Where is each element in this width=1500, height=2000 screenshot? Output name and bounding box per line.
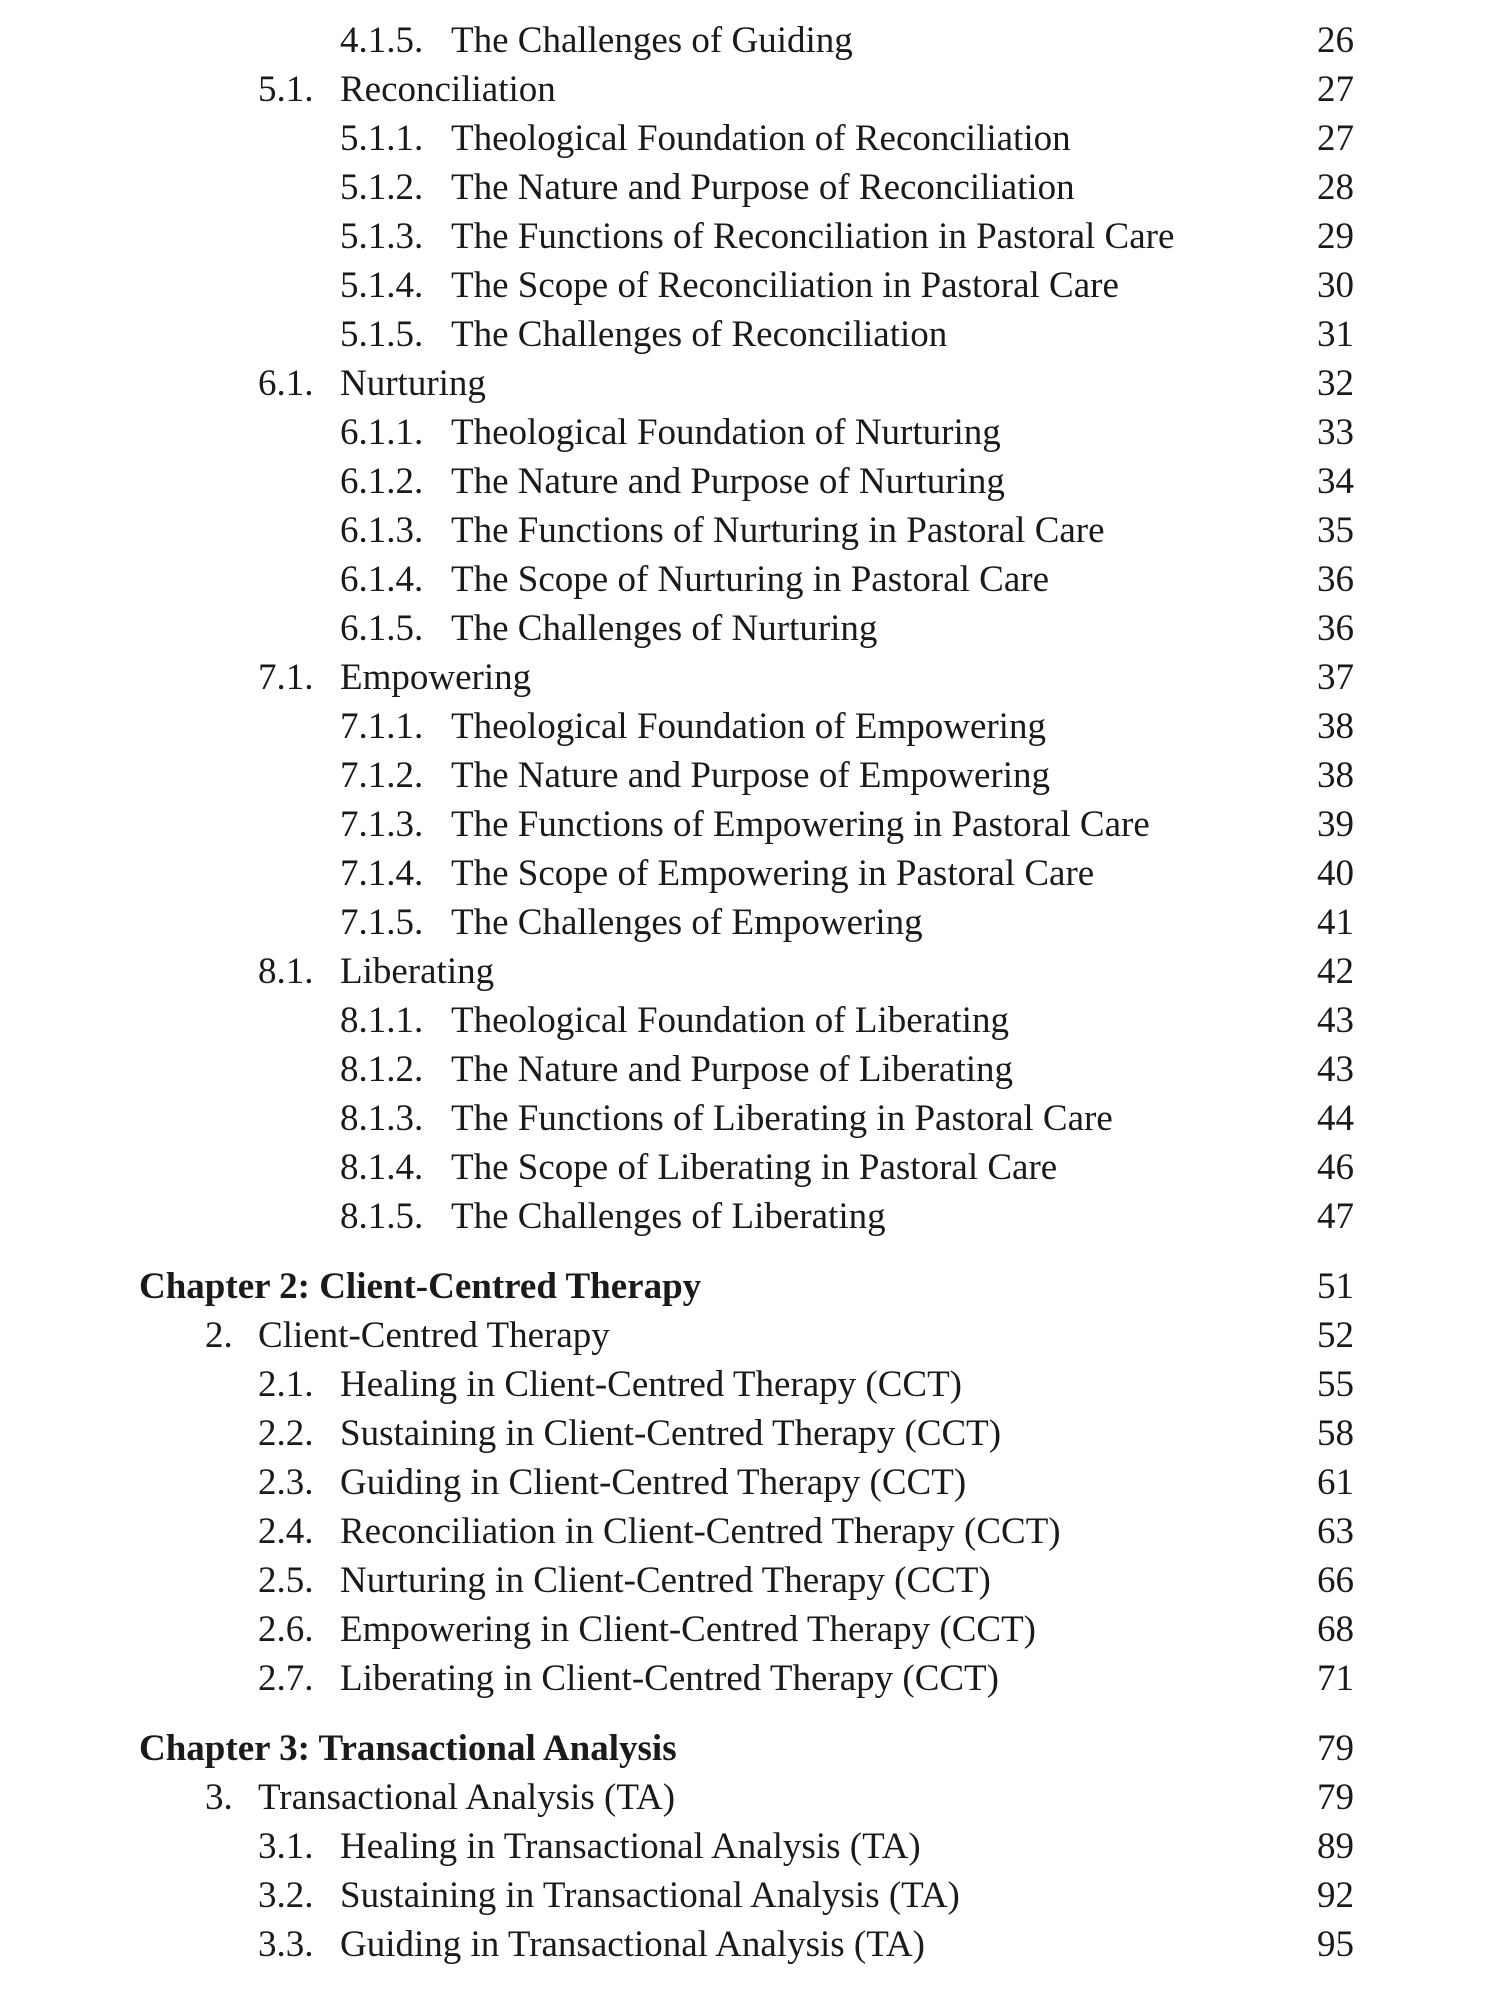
toc-entry-number: 5.1. — [258, 69, 314, 110]
toc-page-number: 36 — [1317, 559, 1354, 600]
toc-page-number: 38 — [1317, 706, 1354, 747]
toc-entry — [0, 555, 1500, 604]
toc-page-number: 43 — [1317, 1049, 1354, 1090]
toc-entry — [0, 114, 1500, 163]
toc-entry — [0, 1871, 1500, 1920]
toc-entry-title: The Functions of Reconciliation in Pastoral Care — [451, 216, 1175, 257]
toc-entry-title: Liberating in Client-Centred Therapy (CCT) — [340, 1658, 999, 1699]
toc-entry-number: 8.1.5. — [340, 1196, 424, 1237]
toc-entry-title: Nurturing — [340, 363, 486, 404]
toc-entry-number: 6.1.1. — [340, 412, 424, 453]
toc-entry — [0, 1654, 1500, 1703]
toc-entry-number: 8.1. — [258, 951, 314, 992]
toc-entry-number: 7.1.4. — [340, 853, 424, 894]
toc-entry — [0, 1458, 1500, 1507]
toc-entry-title: The Scope of Reconciliation in Pastoral Care — [451, 265, 1119, 306]
toc-entry-number: 7.1.3. — [340, 804, 424, 845]
toc-entry-number: 2.2. — [258, 1413, 314, 1454]
toc-entry-number: 5.1.3. — [340, 216, 424, 257]
toc-entry — [0, 1192, 1500, 1241]
toc-entry-title: Guiding in Transactional Analysis (TA) — [340, 1924, 925, 1965]
toc-page-number: 32 — [1317, 363, 1354, 404]
toc-entry — [0, 1556, 1500, 1605]
toc-page-number: 58 — [1317, 1413, 1354, 1454]
toc-entry — [0, 212, 1500, 261]
toc-page-number: 34 — [1317, 461, 1354, 502]
toc-entry-title: Liberating — [340, 951, 495, 992]
toc-entry-number: 2.4. — [258, 1511, 314, 1552]
toc-entry — [0, 604, 1500, 653]
toc-entry — [0, 1409, 1500, 1458]
toc-entry — [0, 1094, 1500, 1143]
toc-entry-title: The Challenges of Reconciliation — [451, 314, 948, 355]
toc-entry-number: 7.1.2. — [340, 755, 424, 796]
toc-entry-title: Sustaining in Transactional Analysis (TA) — [340, 1875, 960, 1916]
toc-page-number: 42 — [1317, 951, 1354, 992]
toc-entry — [0, 1605, 1500, 1654]
toc-chapter-heading — [0, 1262, 1500, 1311]
toc-entry-title: Theological Foundation of Reconciliation — [451, 118, 1071, 159]
toc-entry — [0, 457, 1500, 506]
toc-page-number: 92 — [1317, 1875, 1354, 1916]
toc-page-number: 43 — [1317, 1000, 1354, 1041]
toc-page-number: 38 — [1317, 755, 1354, 796]
toc-entry — [0, 359, 1500, 408]
toc-entry-number: 6.1.4. — [340, 559, 424, 600]
toc-page-number: 46 — [1317, 1147, 1354, 1188]
toc-page-number: 30 — [1317, 265, 1354, 306]
toc-entry-title: The Nature and Purpose of Empowering — [451, 755, 1051, 796]
toc-entry — [0, 1311, 1500, 1360]
toc-entry-title: Healing in Client-Centred Therapy (CCT) — [340, 1364, 962, 1405]
toc-page-number: 66 — [1317, 1560, 1354, 1601]
toc-page-number: 95 — [1317, 1924, 1354, 1965]
toc-entry-number: 8.1.2. — [340, 1049, 424, 1090]
toc-entry — [0, 1773, 1500, 1822]
toc-entry-title: The Scope of Liberating in Pastoral Care — [451, 1147, 1058, 1188]
toc-entry — [0, 310, 1500, 359]
toc-entry-title: Nurturing in Client-Centred Therapy (CCT) — [340, 1560, 991, 1601]
toc-entry — [0, 898, 1500, 947]
toc-entry-number: 2.3. — [258, 1462, 314, 1503]
toc-entry-title: The Nature and Purpose of Reconciliation — [451, 167, 1075, 208]
toc-page-number: 40 — [1317, 853, 1354, 894]
toc-entry-title: The Challenges of Guiding — [451, 20, 853, 61]
toc-entry-title: Guiding in Client-Centred Therapy (CCT) — [340, 1462, 967, 1503]
chapter-title: Chapter 3: Transactional Analysis — [139, 1728, 677, 1769]
toc-page-number: 37 — [1317, 657, 1354, 698]
toc-entry — [0, 1822, 1500, 1871]
toc-entry — [0, 996, 1500, 1045]
toc-entry-number: 7.1.1. — [340, 706, 424, 747]
toc-entry-title: Healing in Transactional Analysis (TA) — [340, 1826, 921, 1867]
toc-page-number: 79 — [1317, 1728, 1354, 1769]
toc-entry-title: The Scope of Empowering in Pastoral Care — [451, 853, 1095, 894]
toc-page-number: 27 — [1317, 69, 1354, 110]
toc-entry-number: 5.1.4. — [340, 265, 424, 306]
toc-page-number: 47 — [1317, 1196, 1354, 1237]
toc-entry-number: 3.2. — [258, 1875, 314, 1916]
chapter-title: Chapter 2: Client-Centred Therapy — [139, 1266, 702, 1307]
toc-entry-number: 5.1.5. — [340, 314, 424, 355]
toc-entry-number: 2.7. — [258, 1658, 314, 1699]
toc-page-number: 61 — [1317, 1462, 1354, 1503]
toc-entry — [0, 1920, 1500, 1969]
toc-entry-title: The Nature and Purpose of Nurturing — [451, 461, 1005, 502]
toc-page-number: 33 — [1317, 412, 1354, 453]
toc-entry-number: 7.1. — [258, 657, 314, 698]
toc-page-number: 39 — [1317, 804, 1354, 845]
toc-entry-title: Reconciliation in Client-Centred Therapy (CCT) — [340, 1511, 1061, 1552]
toc-entry-number: 8.1.1. — [340, 1000, 424, 1041]
toc-entry-title: Empowering in Client-Centred Therapy (CCT) — [340, 1609, 1036, 1650]
toc-entry — [0, 16, 1500, 65]
toc-page-number: 44 — [1317, 1098, 1354, 1139]
toc-entry-title: Transactional Analysis (TA) — [258, 1777, 676, 1818]
toc-page-number: 26 — [1317, 20, 1354, 61]
toc-entry — [0, 751, 1500, 800]
toc-entry-number: 5.1.1. — [340, 118, 424, 159]
toc-entry-number: 8.1.3. — [340, 1098, 424, 1139]
toc-entry-number: 2.6. — [258, 1609, 314, 1650]
toc-page-number: 68 — [1317, 1609, 1354, 1650]
toc-entry — [0, 65, 1500, 114]
toc-entry-title: Theological Foundation of Liberating — [451, 1000, 1009, 1041]
toc-entry — [0, 1045, 1500, 1094]
toc-entry-title: The Challenges of Nurturing — [451, 608, 878, 649]
toc-entry — [0, 408, 1500, 457]
toc-entry-number: 6.1.2. — [340, 461, 424, 502]
toc-entry-number: 3.3. — [258, 1924, 314, 1965]
toc-entry-number: 7.1.5. — [340, 902, 424, 943]
toc-page-number: 89 — [1317, 1826, 1354, 1867]
toc-chapter-heading — [0, 1724, 1500, 1773]
toc-entry-number: 8.1.4. — [340, 1147, 424, 1188]
toc-entry-title: The Functions of Nurturing in Pastoral Care — [451, 510, 1105, 551]
toc-entry-title: The Functions of Empowering in Pastoral Care — [451, 804, 1150, 845]
toc-entry-title: Empowering — [340, 657, 532, 698]
toc-entry — [0, 947, 1500, 996]
toc-page-number: 63 — [1317, 1511, 1354, 1552]
toc-page-number: 27 — [1317, 118, 1354, 159]
toc-entry-number: 3.1. — [258, 1826, 314, 1867]
toc-entry — [0, 849, 1500, 898]
toc-entry-number: 6.1.5. — [340, 608, 424, 649]
toc-entry — [0, 702, 1500, 751]
toc-page-number: 31 — [1317, 314, 1354, 355]
toc-entry-title: The Nature and Purpose of Liberating — [451, 1049, 1014, 1090]
toc-entry-number: 5.1.2. — [340, 167, 424, 208]
toc-entry-title: Theological Foundation of Empowering — [451, 706, 1046, 747]
toc-entry-number: 2.1. — [258, 1364, 314, 1405]
toc-entry — [0, 506, 1500, 555]
toc-page-number: 36 — [1317, 608, 1354, 649]
toc-entry — [0, 1143, 1500, 1192]
toc-page-number: 35 — [1317, 510, 1354, 551]
toc-entry-title: Reconciliation — [340, 69, 556, 110]
toc-page-number: 28 — [1317, 167, 1354, 208]
toc-entry — [0, 800, 1500, 849]
toc-page-number: 79 — [1317, 1777, 1354, 1818]
toc-page-number: 51 — [1317, 1266, 1354, 1307]
toc-page-number: 52 — [1317, 1315, 1354, 1356]
toc-entry-title: The Challenges of Empowering — [451, 902, 923, 943]
toc-entry — [0, 653, 1500, 702]
toc-entry-number: 6.1.3. — [340, 510, 424, 551]
toc-entry-number: 6.1. — [258, 363, 314, 404]
toc-entry-title: The Scope of Nurturing in Pastoral Care — [451, 559, 1050, 600]
toc-entry-title: The Functions of Liberating in Pastoral Care — [451, 1098, 1113, 1139]
toc-entry-number: 2. — [205, 1315, 233, 1356]
toc-entry-number: 3. — [205, 1777, 233, 1818]
toc-page-number: 55 — [1317, 1364, 1354, 1405]
toc-entry — [0, 1360, 1500, 1409]
toc-entry — [0, 261, 1500, 310]
toc-entry-title: The Challenges of Liberating — [451, 1196, 886, 1237]
table-of-contents — [0, 16, 1500, 1969]
toc-entry-number: 2.5. — [258, 1560, 314, 1601]
toc-entry-title: Theological Foundation of Nurturing — [451, 412, 1001, 453]
toc-entry-title: Client-Centred Therapy — [258, 1315, 610, 1356]
toc-page-number: 41 — [1317, 902, 1354, 943]
toc-entry — [0, 163, 1500, 212]
toc-entry — [0, 1507, 1500, 1556]
toc-entry-number: 4.1.5. — [340, 20, 424, 61]
toc-entry-title: Sustaining in Client-Centred Therapy (CCT) — [340, 1413, 1002, 1454]
toc-page-number: 71 — [1317, 1658, 1354, 1699]
toc-page-number: 29 — [1317, 216, 1354, 257]
